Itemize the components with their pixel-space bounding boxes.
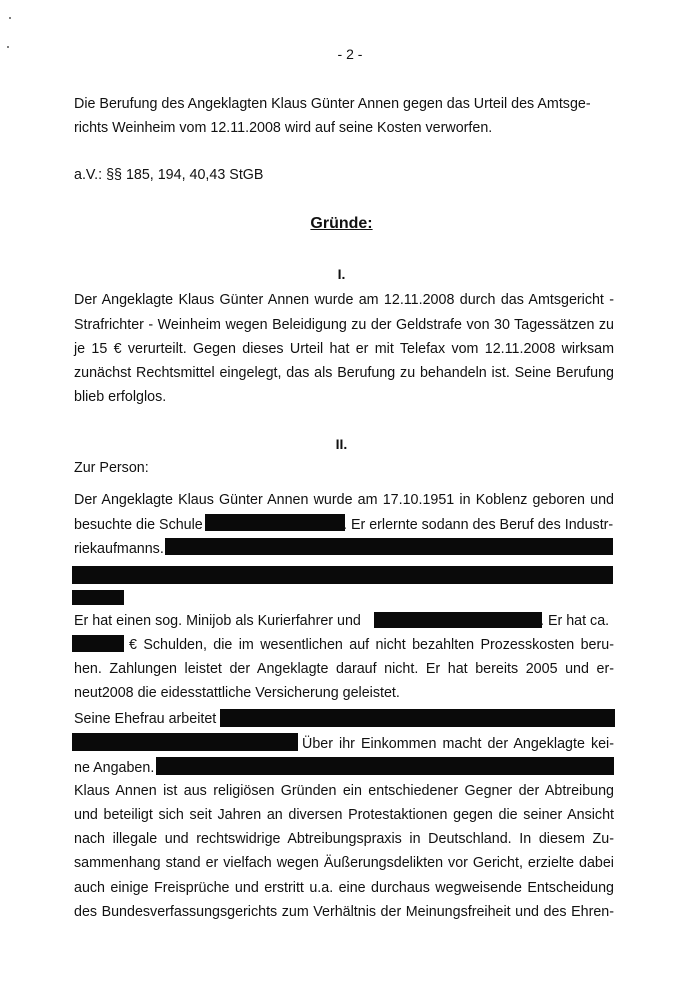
paragraph-line: riekaufmanns. bbox=[74, 541, 164, 557]
redaction-bar bbox=[205, 514, 345, 531]
paragraph-line: ne Angaben. bbox=[74, 760, 155, 776]
scan-speck bbox=[9, 17, 11, 19]
redaction-bar bbox=[72, 566, 613, 584]
verdict-line: richts Weinheim vom 12.11.2008 wird auf seine Kosten verworfen. bbox=[74, 120, 493, 136]
redaction-bar bbox=[165, 538, 613, 555]
paragraph-line: Er hat einen sog. Minijob als Kurierfahrer und bbox=[74, 613, 361, 629]
paragraph-line: sammenhang stand er vielfach wegen Äußerungsdelikten vor Gericht, erzielte dabei bbox=[74, 855, 614, 871]
verdict-line: Die Berufung des Angeklagten Klaus Günter Annen gegen das Urteil des Amtsge- bbox=[74, 96, 591, 112]
paragraph-line: hen. Zahlungen leistet der Angeklagte darauf nicht. Er hat bereits 2005 und er- bbox=[74, 661, 614, 677]
paragraph-line: Der Angeklagte Klaus Günter Annen wurde am 12.11.2008 durch das Amtsgericht - bbox=[74, 292, 614, 308]
paragraph-line: und beteiligt sich seit Jahren an diversen Protestaktionen gegen die seiner Ansicht bbox=[74, 807, 614, 823]
page-number: - 2 - bbox=[337, 46, 363, 62]
paragraph-line: Strafrichter - Weinheim wegen Beleidigung zu der Geldstrafe von 30 Tagessätzen zu bbox=[74, 317, 614, 333]
paragraph-line: besuchte die Schule bbox=[74, 517, 203, 533]
paragraph-line: Klaus Annen ist aus religiösen Gründen ein entschiedener Gegner der Abtreibung bbox=[74, 783, 614, 799]
paragraph-line: € Schulden, die im wesentlichen auf nicht bezahlten Prozesskosten beru- bbox=[129, 637, 614, 653]
paragraph-line: neut2008 die eidesstattliche Versicherung geleistet. bbox=[74, 685, 400, 701]
redaction-bar bbox=[72, 590, 124, 605]
redaction-bar bbox=[374, 612, 542, 628]
paragraph-line: Der Angeklagte Klaus Günter Annen wurde am 17.10.1951 in Koblenz geboren und bbox=[74, 492, 614, 508]
paragraph-line: des Bundesverfassungsgerichts zum Verhältnis der Meinungsfreiheit und des Ehren- bbox=[74, 904, 614, 920]
redaction-bar bbox=[72, 635, 124, 652]
redaction-bar bbox=[72, 733, 298, 751]
paragraph-line: . Er erlernte sodann des Beruf des Industr- bbox=[343, 517, 614, 533]
paragraph-line: je 15 € verurteilt. Gegen dieses Urteil hat er mit Telefax vom 12.11.2008 wirksam bbox=[74, 341, 614, 357]
redaction-bar bbox=[156, 757, 614, 775]
redaction-bar bbox=[220, 709, 615, 727]
paragraph-line: auch einige Freisprüche und erstritt u.a. eine durchaus wegweisende Entscheidung bbox=[74, 880, 614, 896]
section-numeral: I. bbox=[337, 266, 346, 282]
statutes-line: a.V.: §§ 185, 194, 40,43 StGB bbox=[74, 167, 264, 183]
paragraph-line: Über ihr Einkommen macht der Angeklagte kei- bbox=[302, 736, 614, 752]
subheading: Zur Person: bbox=[74, 460, 149, 476]
paragraph-line: nach illegale und rechtswidrige Abtreibungspraxis in Deutschland. In diesem Zu- bbox=[74, 831, 614, 847]
paragraph-line: Seine Ehefrau arbeitet bbox=[74, 711, 217, 727]
grounds-heading: Gründe: bbox=[310, 215, 373, 232]
paragraph-line: . Er hat ca. bbox=[540, 613, 610, 629]
paragraph-line: zunächst Rechtsmittel eingelegt, das als Berufung zu behandeln ist. Seine Berufung bbox=[74, 365, 614, 381]
paragraph-line: blieb erfolglos. bbox=[74, 389, 167, 405]
section-numeral: II. bbox=[335, 436, 348, 452]
